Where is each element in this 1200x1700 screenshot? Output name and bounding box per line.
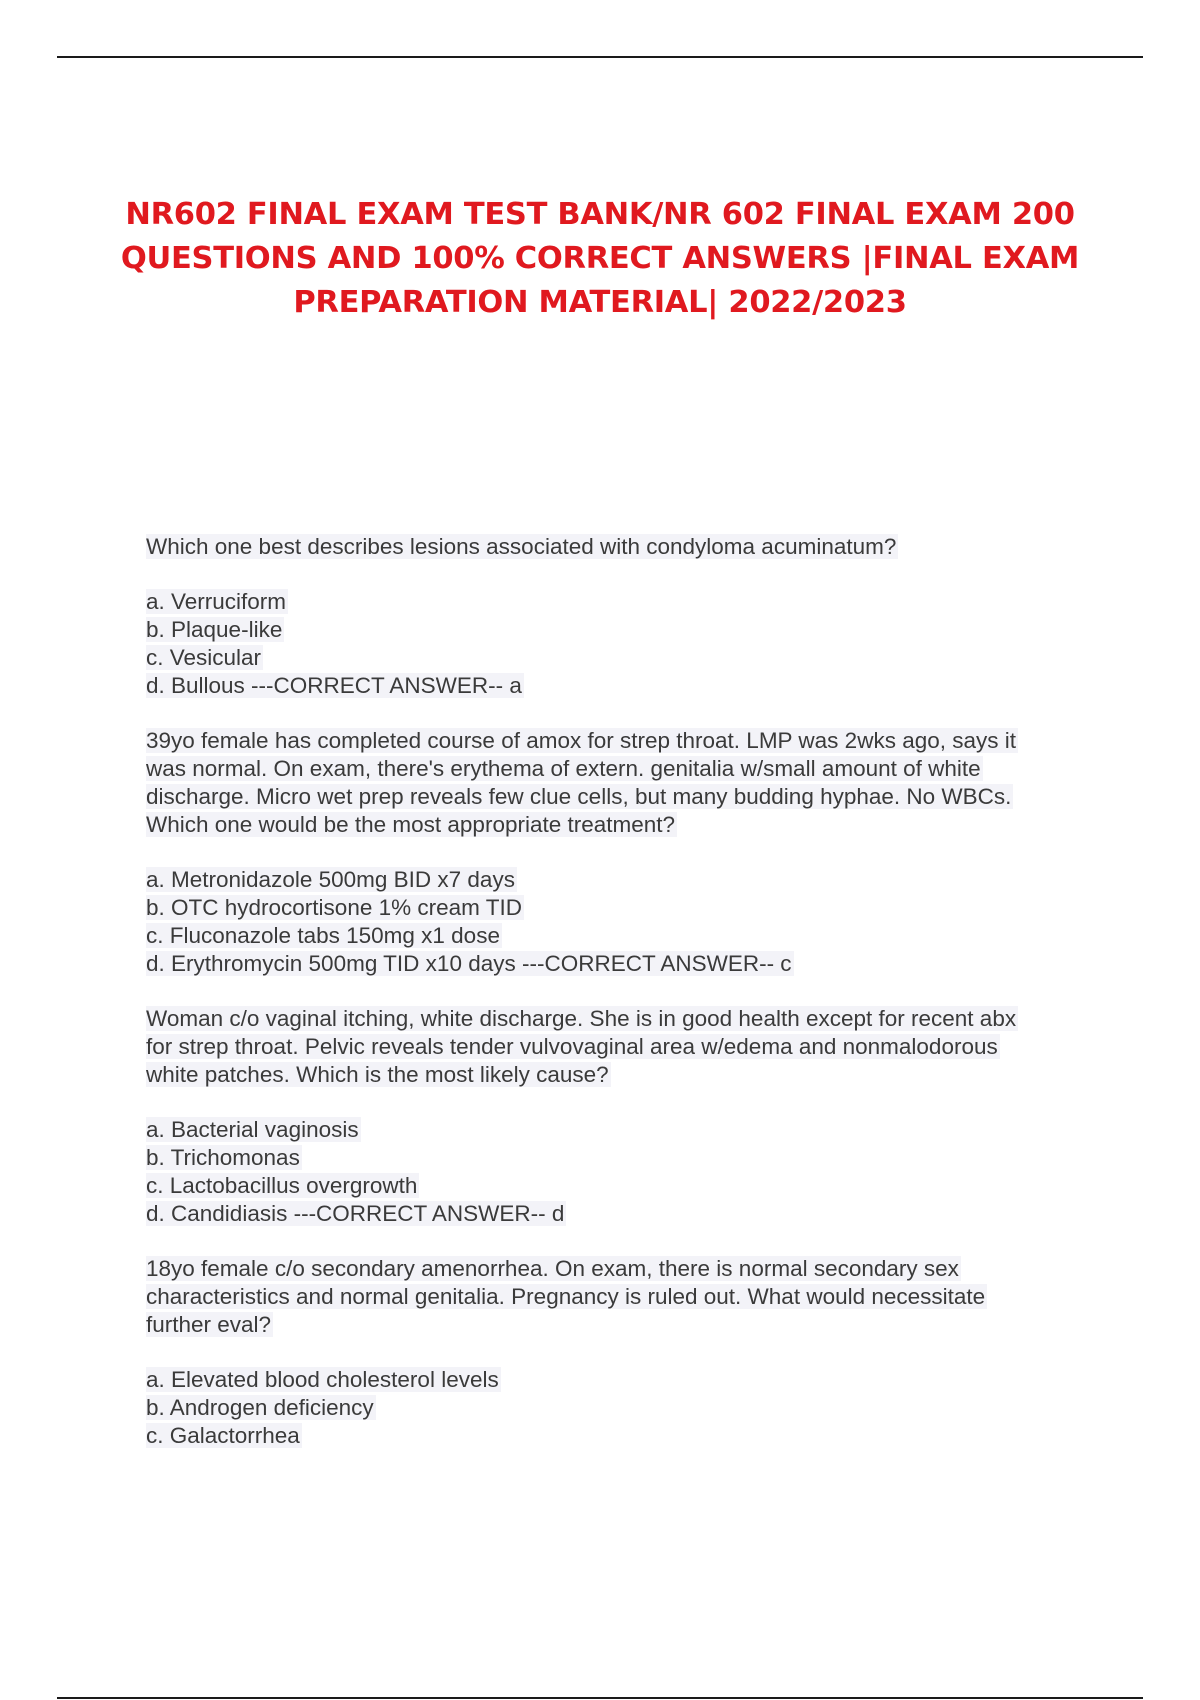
- option-line: a. Verruciform: [146, 589, 287, 614]
- question-text: [146, 533, 1106, 561]
- text-line: further eval?: [146, 1312, 272, 1337]
- document-body: [146, 533, 1106, 1477]
- question-text: [146, 727, 1106, 839]
- title-line: NR602 FINAL EXAM TEST BANK/NR 602 FINAL EXAM 200: [125, 197, 1075, 232]
- option-line: b. Plaque-like: [146, 617, 283, 642]
- text-line: for strep throat. Pelvic reveals tender vulvovaginal area w/edema and nonmalodorous: [146, 1034, 998, 1059]
- option-line: a. Bacterial vaginosis: [146, 1117, 359, 1142]
- option-line: b. Androgen deficiency: [146, 1395, 374, 1420]
- header-rule: [57, 56, 1143, 58]
- option-line: a. Elevated blood cholesterol levels: [146, 1367, 499, 1392]
- option-line: a. Metronidazole 500mg BID x7 days: [146, 867, 515, 892]
- option-line: c. Lactobacillus overgrowth: [146, 1173, 418, 1198]
- text-line: Which one best describes lesions associated with condyloma acuminatum?: [146, 534, 897, 559]
- text-line: was normal. On exam, there's erythema of extern. genitalia w/small amount of white: [146, 756, 981, 781]
- option-line: b. Trichomonas: [146, 1145, 300, 1170]
- answer-options: [146, 866, 1106, 978]
- document-title: [80, 193, 1120, 325]
- text-line: characteristics and normal genitalia. Pregnancy is ruled out. What would necessitate: [146, 1284, 986, 1309]
- answer-options: [146, 1116, 1106, 1228]
- title-line: PREPARATION MATERIAL| 2022/2023: [293, 285, 907, 320]
- answer-options: [146, 588, 1106, 700]
- question-text: [146, 1255, 1106, 1339]
- option-line-with-answer: d. Bullous ---CORRECT ANSWER-- a: [146, 673, 522, 698]
- option-line-with-answer: d. Erythromycin 500mg TID x10 days ---CORRECT ANSWER-- c: [146, 951, 792, 976]
- text-line: Woman c/o vaginal itching, white discharge. She is in good health except for recent abx: [146, 1006, 1017, 1031]
- text-line: Which one would be the most appropriate treatment?: [146, 812, 676, 837]
- text-line: 18yo female c/o secondary amenorrhea. On exam, there is normal secondary sex: [146, 1256, 959, 1281]
- option-line: c. Galactorrhea: [146, 1423, 300, 1448]
- option-line: b. OTC hydrocortisone 1% cream TID: [146, 895, 522, 920]
- question-text: [146, 1005, 1106, 1089]
- title-line: QUESTIONS AND 100% CORRECT ANSWERS |FINAL EXAM: [120, 241, 1080, 276]
- answer-options: [146, 1366, 1106, 1450]
- text-line: discharge. Micro wet prep reveals few clue cells, but many budding hyphae. No WBCs.: [146, 784, 1012, 809]
- footer-rule: [57, 1697, 1143, 1699]
- option-line: c. Vesicular: [146, 645, 262, 670]
- option-line-with-answer: d. Candidiasis ---CORRECT ANSWER-- d: [146, 1201, 565, 1226]
- text-line: white patches. Which is the most likely cause?: [146, 1062, 609, 1087]
- option-line: c. Fluconazole tabs 150mg x1 dose: [146, 923, 500, 948]
- text-line: 39yo female has completed course of amox for strep throat. LMP was 2wks ago, says it: [146, 728, 1016, 753]
